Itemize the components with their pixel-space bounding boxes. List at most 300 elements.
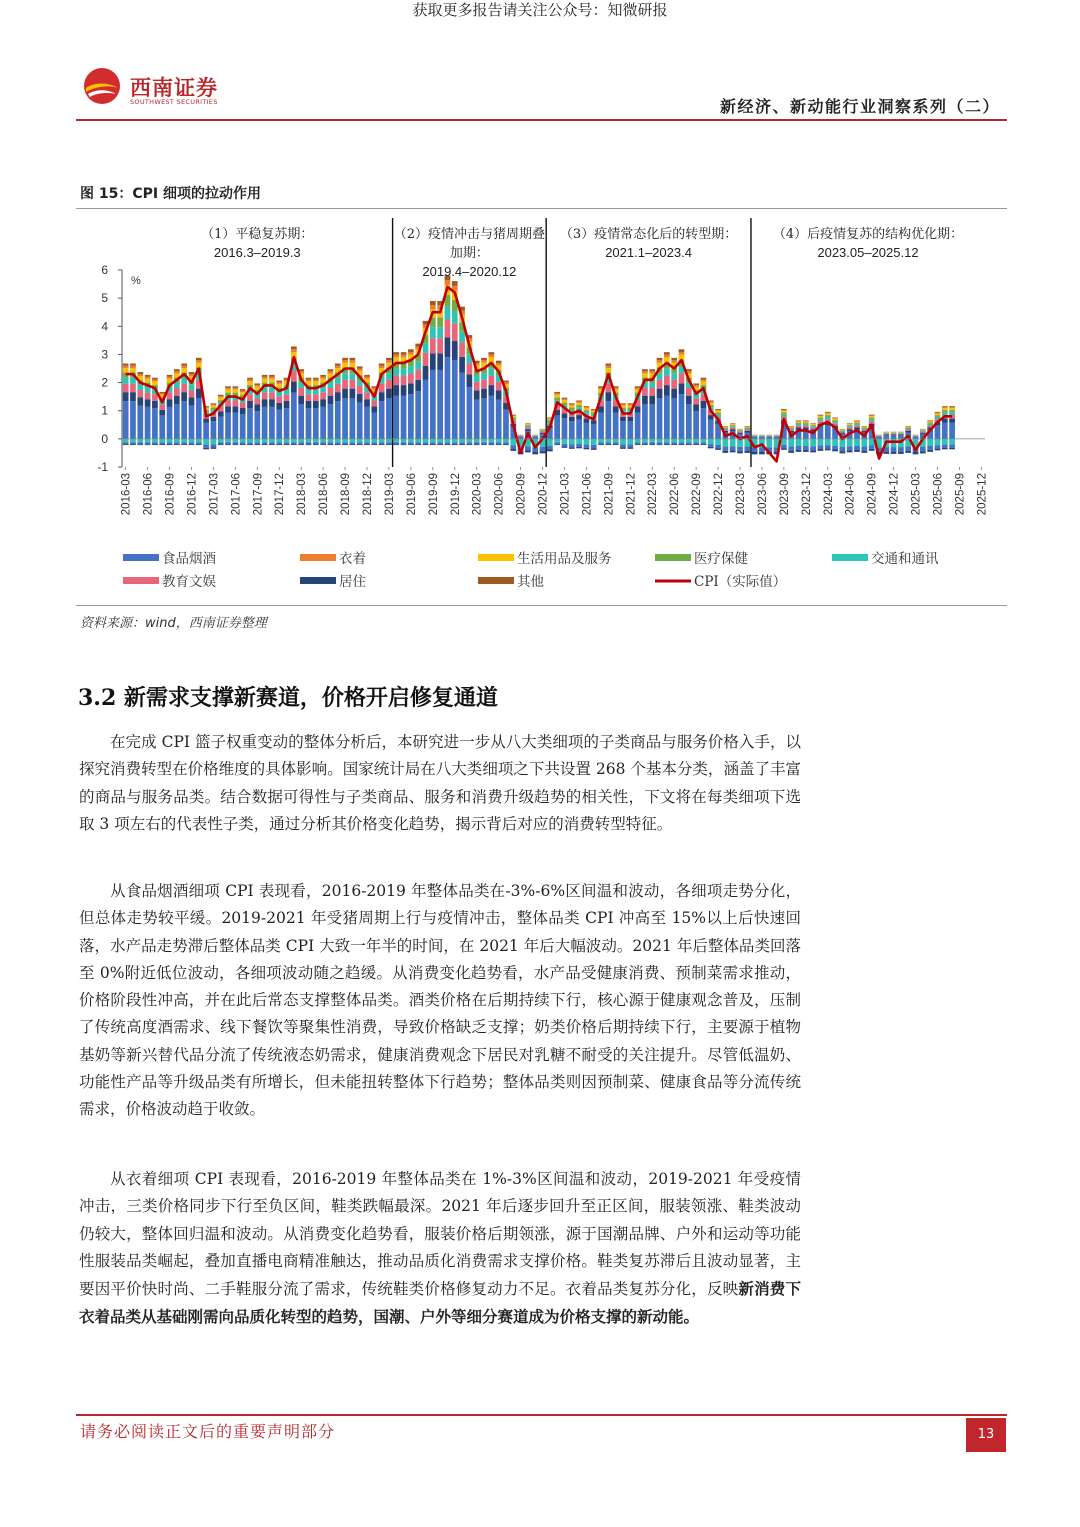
bar-segment [393,396,399,439]
legend-swatch [123,577,159,584]
legend-label: 居住 [339,574,366,590]
bar-segment [532,436,538,437]
bar-segment [313,401,319,408]
bar-segment [254,398,260,404]
bar-segment [781,415,787,417]
bar-segment [854,420,860,421]
bar-segment [415,369,421,379]
bar-segment [891,433,897,434]
legend-label: 教育文娱 [162,574,216,590]
bar-segment [810,425,816,426]
bar-segment-negative [350,442,356,444]
bar-segment [233,406,239,412]
bar-segment-negative [189,439,195,442]
bar-segment [152,378,158,380]
bar-segment [942,406,948,407]
bar-segment [145,377,151,379]
bar-segment-negative [562,444,568,447]
bar-segment [123,384,129,392]
bar-segment [474,382,480,391]
bar-segment [730,425,736,426]
paragraph-food: 从食品烟酒细项 CPI 表现看，2016-2019 年整体品类在-3%-6%区间温和波动，各细项走势分化，但总体走势较平缓。2019-2021 年受猪周期上行与疫情冲击，整体品类 CPI 冲高至 15%以上后快速回落，水产品走势滞后整体品类 CPI 大致一年半的时间，在 2021 年后大幅波动。2021 年后整体品类回落至 0%附近低位波动，各细项波动随之趋缓。从消费变化趋势看，水产品受健康消费、预制菜需求推动，价格阶段性冲高，并在此后常态支撑整体品类。酒类价格在后期持续下行，核心源于健康观念普及，压制了传统高度酒需求、线下餐饮等聚集性消费，导致价格缺乏支撑；奶类价格后期持续下行，主要源于植物基奶等新兴替代品分流了传统液态奶需求，健康消费观念下居民对乳糖不耐受的关注提升。尽管低温奶、功能性产品等升级品类有所增长，但未能扭转整体下行趋势；整体品类则因预制菜、健康食品等分流传统需求，价格波动趋于收敛。 [79,882,801,1119]
bar-segment [737,432,743,433]
bar-segment [181,364,187,366]
bar-segment [664,396,670,439]
bar-segment-negative [744,447,750,451]
bar-segment [123,364,129,366]
cpi-contribution-chart [76,210,1007,602]
bar-segment [328,396,334,404]
legend-swatch [300,577,336,584]
bar-segment-negative [686,442,692,444]
bar-segment [467,363,473,374]
bar-segment [408,349,414,352]
bar-segment [152,394,158,401]
bar-segment [386,358,392,360]
bar-segment [584,407,590,408]
bar-segment [803,425,809,427]
y-tick-label: 0 [101,431,108,446]
bar-segment [233,400,239,406]
bar-segment-negative [825,445,831,448]
bar-segment [642,404,648,439]
bar-segment [437,370,443,439]
bar-segment-negative [181,439,187,442]
x-tick-label: 2016-06 [142,473,155,516]
bar-segment-negative [840,451,846,453]
bar-segment [847,429,853,431]
bar-segment-negative [913,452,919,454]
bar-segment [386,398,392,439]
bar-segment-negative [832,446,838,450]
bar-segment [869,416,875,417]
x-tick-label: 2017-03 [208,473,221,516]
legend-label: 交通和通讯 [871,551,939,567]
bar-segment [744,428,750,429]
bar-segment [496,361,502,363]
bar-segment-negative [364,442,370,444]
bar-segment-negative [298,444,304,445]
bar-segment-negative [671,442,677,444]
bar-segment-negative [562,446,568,447]
bar-segment [818,415,824,416]
bar-segment [686,396,692,404]
bar-segment [898,435,904,439]
bar-segment [935,417,941,419]
figure-top-divider [76,208,1007,209]
bar-segment [130,364,136,366]
bar-segment [605,366,611,368]
bar-segment [854,423,860,424]
bar-segment [569,408,575,410]
bar-segment [605,364,611,366]
bar-segment [350,363,356,368]
bar-segment [181,401,187,439]
bar-segment [781,409,787,410]
bar-segment [364,375,370,377]
bar-segment [218,397,224,400]
bar-segment-negative [935,439,941,445]
bar-segment-negative [123,444,129,445]
bar-segment [942,407,948,408]
bar-segment [357,369,363,371]
bar-segment [781,413,787,415]
bar-segment-negative [935,445,941,448]
bar-segment-negative [254,439,260,442]
bar-segment [386,380,392,389]
bar-segment [525,424,531,425]
y-tick-label: 4 [101,319,108,334]
bar-segment [949,407,955,408]
bar-segment [803,423,809,424]
bar-segment [708,420,714,439]
bar-segment [554,395,560,398]
bar-segment-negative [328,444,334,445]
bar-segment [949,423,955,439]
bar-segment-negative [664,444,670,445]
bar-segment [386,360,392,362]
x-tick-label: 2024-12 [888,473,901,516]
bar-segment [927,421,933,422]
bar-segment [576,405,582,408]
x-tick-label: 2025-09 [954,473,967,516]
bar-segment [488,385,494,395]
bar-segment [320,392,326,399]
bar-segment [130,392,136,401]
bar-segment [225,389,231,392]
bar-segment-negative [569,447,575,448]
bar-segment [562,398,568,399]
bar-segment-negative [598,444,604,445]
bar-segment [423,380,429,439]
x-tick-label: 2023-09 [778,473,791,516]
bar-segment [781,410,787,411]
bar-segment [525,426,531,427]
bar-segment-negative [730,450,736,452]
bar-segment [935,412,941,413]
bar-segment-negative [320,439,326,442]
bar-segment [203,423,209,439]
bar-segment [401,396,407,439]
bar-segment-negative [708,444,714,447]
bar-segment-negative [430,439,436,442]
bar-segment [657,373,663,379]
x-tick-label: 2023-12 [800,473,813,516]
y-tick-label: -1 [97,460,108,474]
legend-swatch [478,554,514,561]
bar-segment-negative [298,439,304,442]
bar-segment [350,360,356,362]
bar-segment [832,420,838,421]
bar-segment [306,378,312,380]
bar-segment [796,423,802,424]
bar-segment-negative [203,439,209,445]
bar-segment-negative [254,444,260,445]
bar-segment [664,355,670,358]
y-tick-label: 1 [101,403,108,418]
bar-segment [905,431,911,433]
bar-segment-negative [225,439,231,442]
bar-segment [335,378,341,384]
bar-segment [949,412,955,415]
bar-segment [159,415,165,438]
bar-segment-negative [364,439,370,442]
x-tick-label: 2019-12 [449,473,462,516]
bar-segment-negative [437,444,443,445]
bar-segment [189,374,195,376]
bar-segment-negative [503,439,509,442]
bar-segment [657,358,663,360]
bar-segment-negative [737,447,743,451]
bar-segment-negative [861,439,867,447]
bar-segment [196,363,202,368]
page-number: 13 [966,1418,1006,1452]
x-tick-label: 2023-03 [734,473,747,516]
bar-segment [832,418,838,419]
bar-segment [818,416,824,417]
bar-segment [401,355,407,358]
bar-segment-negative [635,444,641,445]
bar-segment [233,413,239,439]
bar-segment [657,360,663,362]
bar-segment [123,401,129,439]
bar-segment-negative [152,444,158,445]
bar-segment [847,426,853,427]
bar-segment [240,408,246,414]
bar-segment-negative [137,439,143,442]
bar-segment [328,382,334,388]
bar-segment [335,401,341,439]
bar-segment-negative [591,448,597,450]
bar-segment-negative [467,442,473,444]
bar-segment-negative [371,442,377,444]
bar-segment-negative [401,439,407,442]
bar-segment [744,430,750,431]
bar-segment-negative [459,439,465,442]
bar-segment [840,430,846,431]
bar-segment [876,436,882,437]
bar-segment-negative [854,439,860,446]
bar-segment [262,375,268,377]
bar-segment [796,421,802,422]
bar-segment-negative [744,451,750,453]
bar-segment [247,408,253,439]
bar-segment [847,424,853,425]
bar-segment [818,418,824,420]
bar-segment-negative [525,446,531,450]
bar-segment [737,430,743,431]
bar-segment [218,396,224,397]
bar-segment-negative [379,442,385,444]
bar-segment [927,423,933,424]
bar-segment [430,305,436,309]
bar-segment [693,385,699,387]
bar-segment [905,428,911,429]
bar-segment [744,427,750,428]
logo-english-name: SOUTHWEST SECURITIES [130,98,218,106]
bar-segment-negative [481,444,487,445]
bar-segment [927,421,933,422]
bar-segment [481,360,487,362]
bar-segment [342,398,348,439]
bar-segment [401,376,407,386]
bar-segment-negative [576,444,582,447]
x-tick-label: 2018-09 [340,473,353,516]
bar-segment-negative [262,444,268,445]
bar-segment-negative [284,439,290,442]
bar-segment [905,427,911,428]
bar-segment [174,371,180,373]
bar-segment [181,378,187,384]
bar-segment [613,413,619,439]
bar-segment [488,355,494,358]
bar-segment [437,338,443,353]
bar-segment [291,346,297,349]
bar-segment-negative [130,439,136,442]
bar-segment [649,369,655,371]
bar-segment-negative [832,439,838,446]
bar-segment-negative [196,439,202,442]
bar-segment-negative [730,439,736,446]
bar-segment [825,412,831,413]
bar-segment [935,413,941,415]
bar-segment [320,387,326,392]
bar-segment [218,412,224,417]
bar-segment [584,423,590,439]
bar-segment-negative [167,439,173,442]
bar-segment-negative [591,445,597,448]
bar-segment-negative [240,439,246,442]
disclaimer-note: 请务必阅读正文后的重要声明部分 [80,1422,336,1441]
bar-segment [459,357,465,373]
bar-segment [211,417,217,421]
bar-segment-negative [181,444,187,445]
bar-segment-negative [701,442,707,444]
bar-segment [642,388,648,396]
bar-segment [796,424,802,425]
bar-segment [540,430,546,431]
bar-segment-negative [840,447,846,451]
bar-segment [627,417,633,421]
bar-segment [744,428,750,429]
bar-segment-negative [657,442,663,444]
bar-segment-negative [898,447,904,452]
x-tick-label: 2021-09 [603,473,616,516]
x-tick-label: 2019-03 [383,473,396,516]
bar-segment [152,381,158,385]
bar-segment [320,407,326,439]
bar-segment-negative [159,439,165,442]
bar-segment-negative [796,446,802,450]
bar-segment [218,417,224,439]
logo-chinese-name: 西南证券 [130,75,218,100]
bar-segment-negative [891,452,897,454]
bar-segment [605,401,611,439]
bar-segment [467,375,473,387]
bar-segment-negative [562,439,568,444]
bar-segment-negative [262,442,268,444]
period-label: （4）后疫情复苏的结构优化期： [772,227,964,242]
bar-segment-negative [488,439,494,442]
bar-segment [525,429,531,431]
bar-segment-negative [832,449,838,451]
bar-segment [488,369,494,376]
bar-segment [562,399,568,400]
bar-segment-negative [240,444,246,445]
bar-segment-negative [335,444,341,445]
bar-segment-negative [818,445,824,449]
bar-segment [920,430,926,431]
paragraph-intro: 在完成 CPI 篮子权重变动的整体分析后，本研究进一步从八大类细项的子类商品与服务价格入手，以探究消费转型在价格维度的具体影响。国家统计局在八大类细项之下共设置 268 个基本分类，涵盖了丰富的商品与服务品类。结合数据可得性与子类商品、服务和消费升级趋势的相关性，下文将在每类细项下选取 3 项左右的代表性子类，通过分析其价格变化趋势，揭示背后对应的消费转型特征。 [79,733,801,833]
section-heading: 3.2 新需求支撑新赛道，价格开启修复通道 [78,685,498,711]
bar-segment [306,408,312,439]
bar-segment [174,382,180,388]
bar-segment [196,398,202,439]
bar-segment [503,410,509,439]
period-label: 加期： [449,245,489,260]
bar-segment-negative [320,442,326,444]
bar-segment [145,379,151,383]
bar-segment [254,383,260,385]
bar-segment [657,389,663,399]
bar-segment [642,371,648,373]
x-tick-label: 2020-12 [537,473,550,516]
period-label: 2016.3–2019.3 [213,245,301,260]
bar-segment-negative [342,444,348,445]
bar-segment [320,375,326,377]
bar-segment-negative [379,439,385,442]
bar-segment-negative [576,439,582,444]
bar-segment-negative [203,448,209,450]
x-tick-label: 2016-09 [164,473,177,516]
bar-segment [649,388,655,396]
bar-segment-negative [847,450,853,452]
bar-segment [832,419,838,420]
bar-segment [562,400,568,402]
bar-segment [313,381,319,385]
bar-segment [883,433,889,434]
bar-segment-negative [269,442,275,444]
bar-segment [459,373,465,439]
bar-segment [774,436,780,437]
bar-segment-negative [276,439,282,442]
legend-swatch [123,554,159,561]
x-tick-label: 2018-06 [318,473,331,516]
bar-segment-negative [445,442,451,444]
bar-segment [649,371,655,373]
bar-segment [869,421,875,424]
bar-segment-negative [445,439,451,442]
bar-segment [569,417,575,421]
bar-segment [869,419,875,421]
bar-segment-negative [284,444,290,445]
bar-segment [174,404,180,439]
bar-segment-negative [262,439,268,442]
bar-segment [949,406,955,407]
bar-segment [335,364,341,366]
bar-segment [591,420,597,424]
bar-segment [701,381,707,385]
bar-segment [905,428,911,429]
bar-segment-negative [825,439,831,445]
bar-segment [342,360,348,362]
bar-segment-negative [949,439,955,445]
bar-segment-negative [291,442,297,444]
bar-segment [737,433,743,434]
x-tick-label: 2022-09 [691,473,704,516]
bar-segment [701,380,707,382]
bar-segment-negative [715,445,721,448]
